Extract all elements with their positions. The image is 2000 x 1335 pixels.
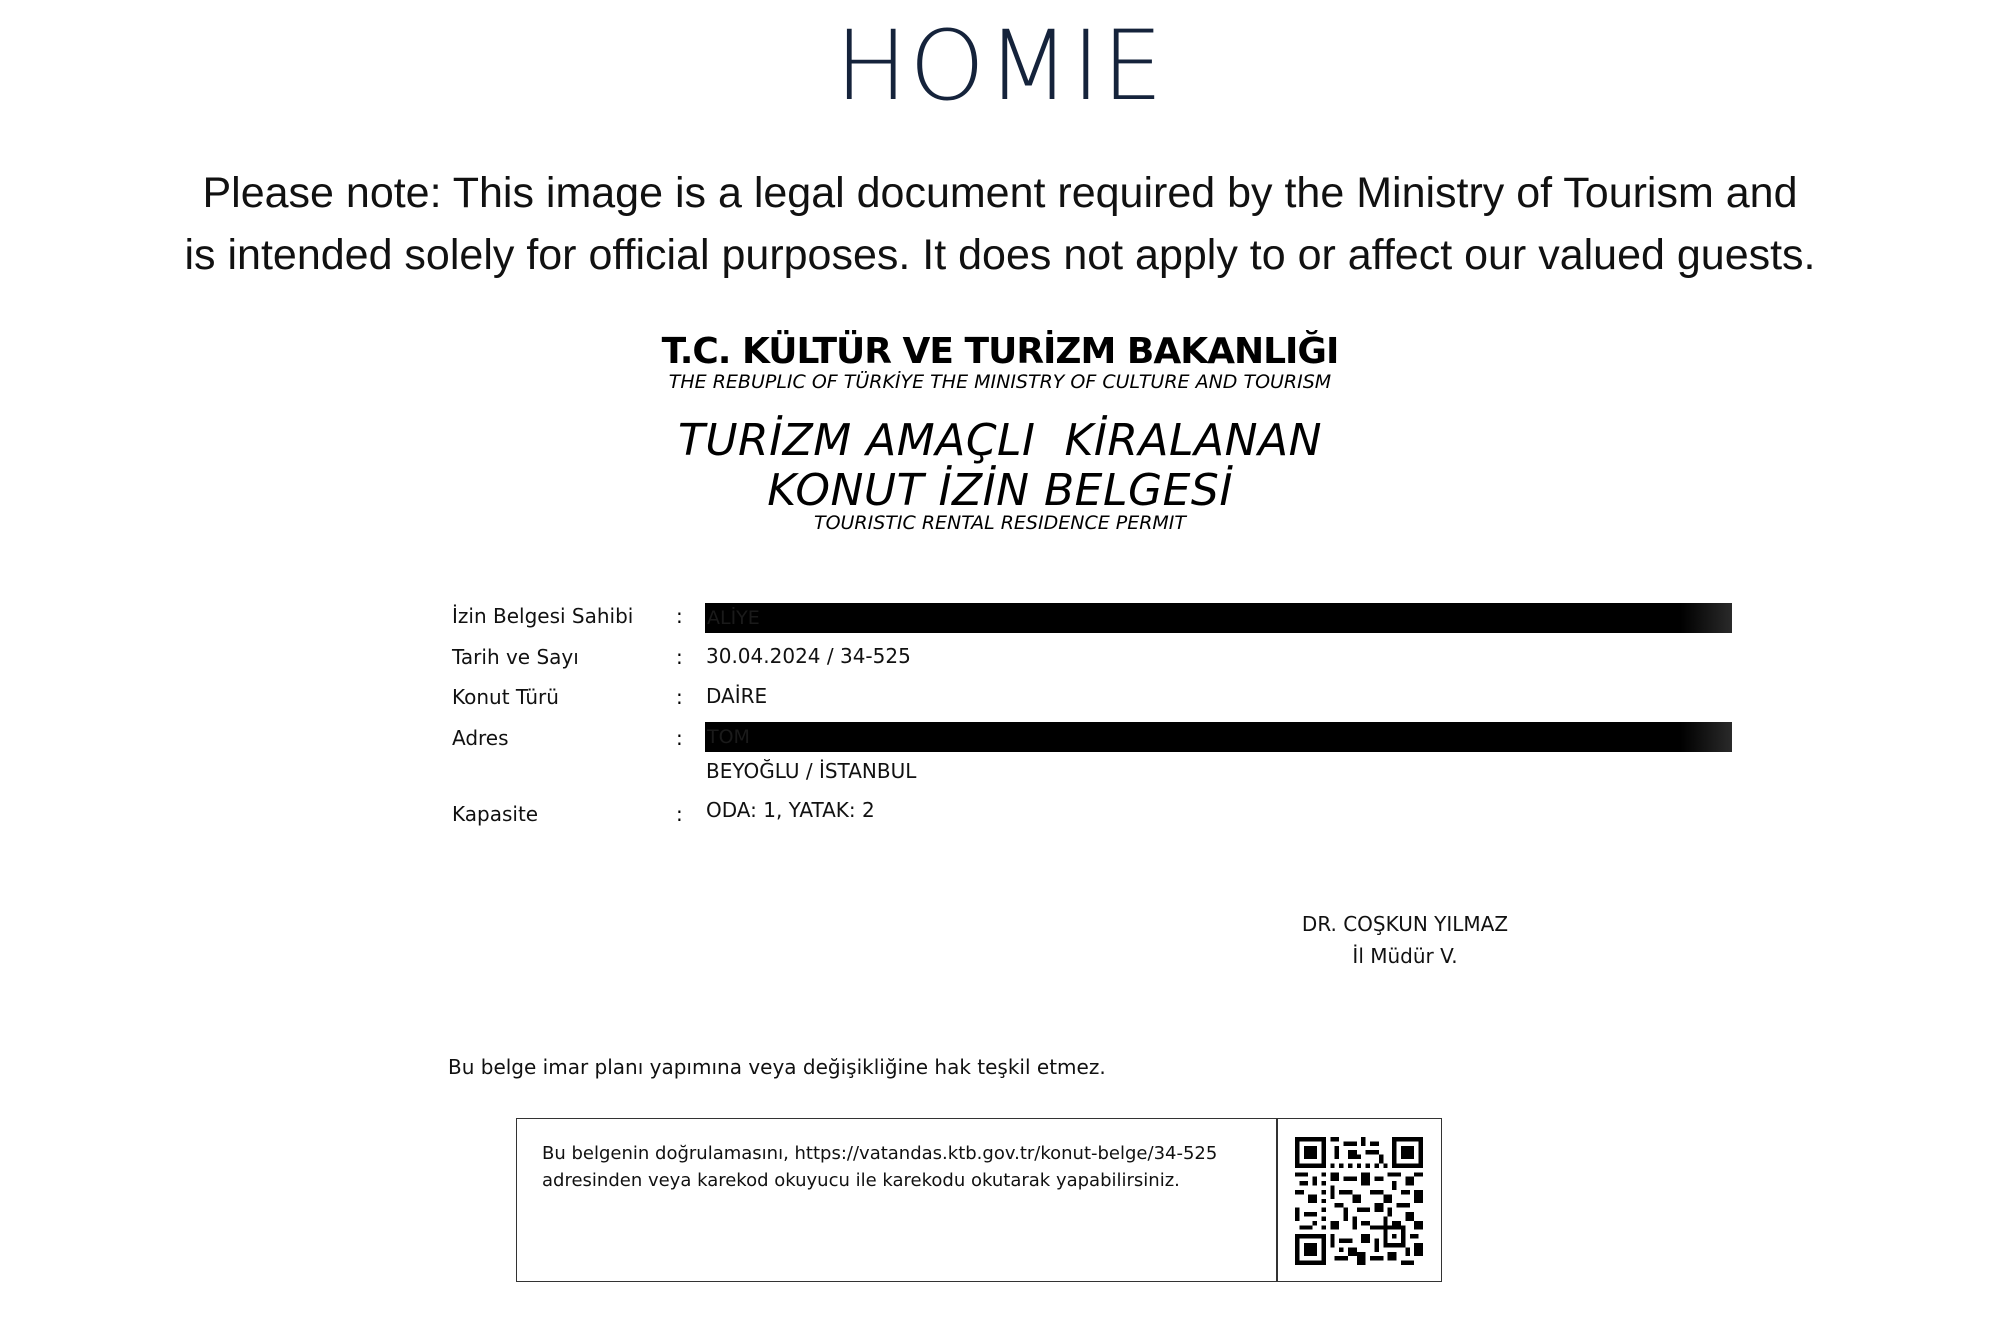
permit-title-en: TOURISTIC RENTAL RESIDENCE PERMIT [813, 512, 1187, 534]
field-label-capacity: Kapasite [452, 802, 539, 826]
field-colon: : [676, 726, 683, 750]
verification-text [542, 1140, 1262, 1194]
verification-text-line-1: Bu belgenin doğrulamasını, https://vatandas.ktb.gov.tr/konut-belge/34-525 [542, 1143, 1218, 1164]
legal-notice [0, 162, 2000, 286]
qr-code-icon[interactable] [1295, 1137, 1423, 1265]
field-colon: : [676, 604, 683, 628]
verification-text-line-2: adresinden veya karekod okuyucu ile karekodu okutarak yapabilirsiniz. [542, 1170, 1180, 1191]
field-value-address-line-2: BEYOĞLU / İSTANBUL [706, 759, 917, 783]
field-value-address: TOM [707, 726, 750, 748]
field-value-date-number: 30.04.2024 / 34-525 [706, 644, 911, 668]
redaction-bar-permit-holder [705, 603, 1732, 633]
field-label-permit-holder: İzin Belgesi Sahibi [452, 604, 634, 628]
signer-title: İl Müdür V. [1352, 944, 1458, 968]
field-colon: : [676, 802, 683, 826]
ministry-title-en: THE REBUPLIC OF TÜRKİYE THE MINISTRY OF CULTURE AND TOURISM [668, 371, 1332, 393]
zoning-disclaimer: Bu belge imar planı yapımına veya değişikliğine hak teşkil etmez. [448, 1055, 1106, 1079]
field-value-capacity: ODA: 1, YATAK: 2 [706, 798, 875, 822]
legal-notice-line-2: is intended solely for official purposes. It does not apply to or affect our valued guests. [184, 231, 1816, 279]
field-colon: : [676, 645, 683, 669]
verification-box-divider [1276, 1118, 1278, 1282]
field-value-permit-holder: ALİYE [707, 607, 760, 629]
permit-title [0, 416, 2000, 516]
field-value-residence-type: DAİRE [706, 684, 768, 708]
brand-logo-text: HOMIE [835, 10, 1165, 122]
field-colon: : [676, 685, 683, 709]
ministry-title-tr: T.C. KÜLTÜR VE TURİZM BAKANLIĞI [661, 331, 1339, 372]
redaction-bar-address [705, 722, 1732, 752]
field-label-address: Adres [452, 726, 509, 750]
field-label-date-number: Tarih ve Sayı [452, 645, 579, 669]
legal-notice-line-1: Please note: This image is a legal document required by the Ministry of Tourism and [202, 169, 1798, 217]
permit-title-line-2: KONUT İZİN BELGESİ [767, 465, 1233, 516]
permit-title-line-1: TURİZM AMAÇLI KİRALANAN [677, 415, 1323, 466]
signer-name: DR. COŞKUN YILMAZ [1301, 912, 1509, 936]
field-label-residence-type: Konut Türü [452, 685, 559, 709]
